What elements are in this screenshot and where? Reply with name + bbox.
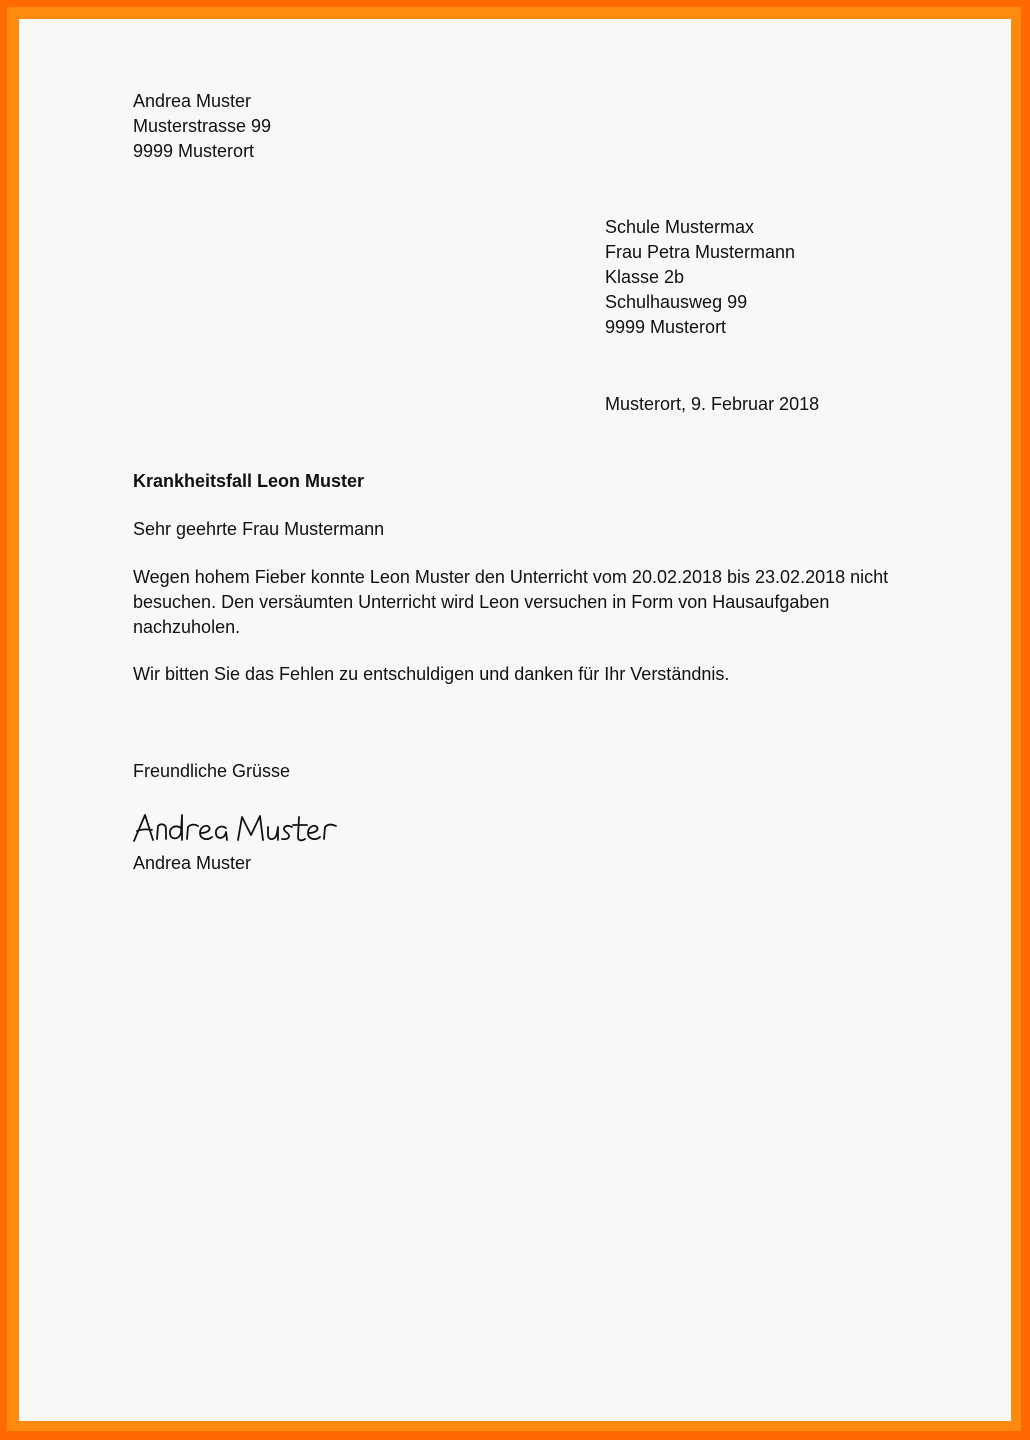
body-paragraph-1-line-1: Wegen hohem Fieber konnte Leon Muster den Unterricht vom 20.02.2018 bis 23.02.2018 nicht (133, 567, 889, 587)
recipient-class: Klasse 2b (605, 267, 685, 287)
body-paragraph-1-line-2: besuchen. Den versäumten Unterricht wird Leon versuchen in Form von Hausaufgaben (133, 592, 830, 612)
body-paragraph-2: Wir bitten Sie das Fehlen zu entschuldigen und danken für Ihr Verständnis. (133, 664, 730, 684)
sender-city: 9999 Musterort (133, 141, 255, 161)
letter-subject: Krankheitsfall Leon Muster (133, 471, 365, 491)
recipient-school: Schule Mustermax (605, 217, 755, 237)
handwritten-signature (131, 809, 341, 849)
letter-closing: Freundliche Grüsse (133, 761, 291, 781)
recipient-teacher: Frau Petra Mustermann (605, 242, 796, 262)
sender-street: Musterstrasse 99 (133, 116, 272, 136)
body-paragraph-1 (133, 565, 888, 640)
sender-address (133, 89, 271, 164)
recipient-city: 9999 Musterort (605, 317, 727, 337)
recipient-address (605, 215, 795, 340)
recipient-street: Schulhausweg 99 (605, 292, 748, 312)
letter-page (19, 19, 1011, 1421)
signer-name: Andrea Muster (133, 853, 252, 873)
letter-salutation: Sehr geehrte Frau Mustermann (133, 519, 385, 539)
body-paragraph-1-line-3: nachzuholen. (133, 617, 241, 637)
letter-date: Musterort, 9. Februar 2018 (605, 394, 820, 414)
sender-name: Andrea Muster (133, 91, 252, 111)
